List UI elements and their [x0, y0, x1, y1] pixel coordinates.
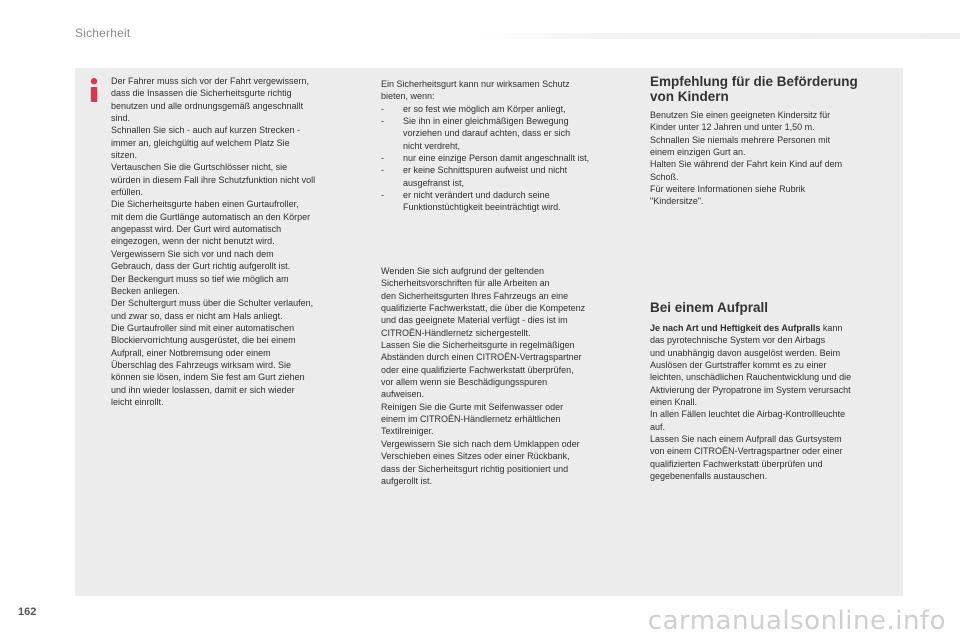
text-line: Sie ihn in einer gleichmäßigen Bewegung	[403, 116, 569, 127]
text-line: dass die Insassen die Sicherheitsgurte richtig	[111, 88, 292, 99]
impact-heading: Bei einem Aufprall	[650, 300, 769, 315]
bullet-dash: -	[381, 116, 384, 127]
text-line: würden in diesem Fall ihre Schutzfunktion nicht voll	[111, 174, 316, 185]
text-line: In allen Fällen leuchtet die Airbag-Kontrollleuchte	[650, 409, 846, 420]
text-line: CITROËN-Händlernetz sichergestellt.	[381, 327, 531, 338]
text-line: Überschlag des Fahrzeugs wirksam wird. Sie	[111, 359, 292, 370]
text-line: Blockiervorrichtung ausgerüstet, die bei einem	[111, 335, 296, 346]
text-line: qualifizierten Fachwerkstatt überprüfen und	[650, 458, 823, 469]
info-box-text	[111, 75, 357, 408]
text-line: bieten, wenn:	[381, 91, 435, 102]
impact-lead-rest: kann	[820, 323, 843, 333]
text-line: Der Schultergurt muss über die Schulter verlaufen,	[111, 298, 314, 309]
text-line: ausgefranst ist,	[403, 177, 465, 188]
text-line: Schoß.	[650, 171, 679, 182]
impact-text	[650, 322, 896, 482]
text-line: vor allem wenn sie Beschädigungsspuren	[381, 377, 548, 388]
text-line: den Sicherheitsgurten Ihres Fahrzeugs an eine	[381, 290, 569, 301]
text-line: er keine Schnittspuren aufweist und nicht	[403, 165, 568, 176]
text-line: qualifizierte Fachwerkstatt, die über die Kompetenz	[381, 303, 586, 314]
text-line: immer an, gleichgültig auf welchem Platz Sie	[111, 137, 290, 148]
children-heading	[650, 74, 900, 104]
text-line: benutzen und alle ordnungsgemäß angeschnallt	[111, 100, 304, 111]
text-line: Aufprall, einer Notbremsung oder einem	[111, 347, 271, 358]
heading-line: von Kindern	[650, 89, 729, 104]
text-line: Auslösen der Gurtstraffer kommt es zu einer	[650, 360, 827, 371]
info-icon	[86, 77, 102, 103]
service-text	[381, 265, 633, 487]
conditions-intro	[381, 78, 631, 103]
text-line: er nicht verändert und dadurch seine	[403, 190, 550, 201]
text-line: Aktivierung der Pyropatrone im System verursacht	[650, 384, 851, 395]
text-line: Kinder unter 12 Jahren und unter 1,50 m.	[650, 122, 815, 133]
text-line: leichten, unschädlichen Rauchentwicklung und die	[650, 372, 852, 383]
text-line: aufweisen.	[381, 389, 425, 400]
text-line: Lassen Sie nach einem Aufprall das Gurtsystem	[650, 434, 842, 445]
text-line: erfüllen.	[111, 187, 144, 198]
heading-line: Empfehlung für die Beförderung	[650, 74, 858, 89]
conditions-list	[381, 103, 631, 214]
text-line: gegebenenfalls austauschen.	[650, 471, 768, 482]
text-line: das pyrotechnische System vor den Airbags	[650, 335, 826, 346]
impact-lead-bold: Je nach Art und Heftigkeit des Aufpralls	[650, 323, 821, 333]
text-line: Vertauschen Sie die Gurtschlösser nicht, sie	[111, 162, 288, 173]
text-line: Die Gurtaufroller sind mit einer automatischen	[111, 322, 295, 333]
text-line: und ihn wieder loslassen, damit er sich wieder	[111, 384, 295, 395]
children-text	[650, 109, 896, 208]
text-line: Halten Sie während der Fahrt kein Kind auf dem	[650, 159, 843, 170]
text-line: angepasst wird. Der Gurt wird automatisch	[111, 224, 282, 235]
conditions-section	[381, 78, 631, 214]
text-line: leicht einrollt.	[111, 396, 164, 407]
text-line: einem einzigen Gurt an.	[650, 147, 746, 158]
text-line: Lassen Sie die Sicherheitsgurte in regelmäßigen	[381, 340, 575, 351]
list-item	[381, 103, 631, 115]
impact-body	[650, 334, 896, 482]
text-line: auf.	[650, 421, 666, 432]
list-item	[381, 164, 631, 189]
watermark: carmanualsonline.info	[647, 606, 946, 636]
text-line: dass der Sicherheitsgurt richtig positioniert und	[381, 463, 569, 474]
text-line: Der Fahrer muss sich vor der Fahrt vergewissern,	[111, 76, 310, 86]
text-line: eingezogen, wenn der nicht benutzt wird.	[111, 236, 275, 247]
text-line: sind.	[111, 113, 131, 124]
text-line: Wenden Sie sich aufgrund der geltenden	[381, 266, 544, 276]
header-bar	[480, 33, 960, 39]
text-line: "Kindersitze".	[650, 196, 704, 207]
text-line: können sie lösen, indem Sie fest am Gurt ziehen	[111, 372, 305, 383]
text-line: oder eine qualifizierte Fachwerkstatt überprüfen,	[381, 364, 574, 375]
text-line: von einem CITROËN-Vertragspartner oder einer	[650, 446, 843, 457]
bullet-dash: -	[381, 190, 384, 201]
text-line: Schnallen Sie niemals mehrere Personen mit	[650, 134, 831, 145]
list-item	[381, 189, 631, 214]
text-line: nicht verdreht,	[403, 140, 461, 151]
bullet-dash: -	[381, 165, 384, 176]
text-line: Abständen durch einen CITROËN-Vertragspartner	[381, 352, 582, 363]
bullet-dash: -	[381, 153, 384, 164]
text-line: Reinigen Sie die Gurte mit Seifenwasser oder	[381, 401, 564, 412]
text-line: nur eine einzige Person damit angeschnallt ist,	[403, 153, 590, 164]
text-line: vorziehen und darauf achten, dass er sich	[403, 128, 571, 139]
text-line: Die Sicherheitsgurte haben einen Gurtaufroller,	[111, 199, 299, 210]
text-line: Schnallen Sie sich - auch auf kurzen Strecken -	[111, 125, 301, 136]
text-line: und zwar so, dass er nicht am Hals anliegt.	[111, 310, 283, 321]
text-line: und unabhängig davon ausgelöst werden. Beim	[650, 347, 841, 358]
text-line: einem im CITROËN-Händlernetz erhältlichen	[381, 414, 561, 425]
text-line: Vergewissern Sie sich nach dem Umklappen oder	[381, 438, 580, 449]
list-item	[381, 152, 631, 164]
text-line: und das geeignete Material verfügt - dies ist im	[381, 315, 568, 326]
text-line: Textilreiniger.	[381, 426, 434, 437]
text-line: Benutzen Sie einen geeigneten Kindersitz für	[650, 110, 831, 120]
section-title: Sicherheit	[75, 26, 131, 40]
text-line: Verschieben eines Sitzes oder einer Rückbank,	[381, 451, 570, 462]
text-line: einen Knall.	[650, 397, 698, 408]
text-line: Für weitere Informationen siehe Rubrik	[650, 184, 806, 195]
text-line: Der Beckengurt muss so tief wie möglich am	[111, 273, 289, 284]
text-line: Sicherheitsvorschriften für alle Arbeiten an	[381, 278, 550, 289]
text-line: aufgerollt ist.	[381, 475, 433, 486]
text-line: Ein Sicherheitsgurt kann nur wirksamen Schutz	[381, 79, 570, 89]
text-line: Vergewissern Sie sich vor und nach dem	[111, 248, 274, 259]
text-line: Becken anliegen.	[111, 285, 181, 296]
list-item	[381, 115, 631, 152]
text-line: Gebrauch, dass der Gurt richtig aufgerollt ist.	[111, 261, 291, 272]
text-line: mit dem die Gurtlänge automatisch an den Körper	[111, 211, 311, 222]
text-line: sitzen.	[111, 150, 138, 161]
page-number: 162	[18, 606, 37, 618]
bullet-dash: -	[381, 103, 384, 114]
text-line: Funktionstüchtigkeit beeinträchtigt wird.	[403, 202, 561, 213]
text-line: er so fest wie möglich am Körper anliegt,	[403, 103, 566, 114]
